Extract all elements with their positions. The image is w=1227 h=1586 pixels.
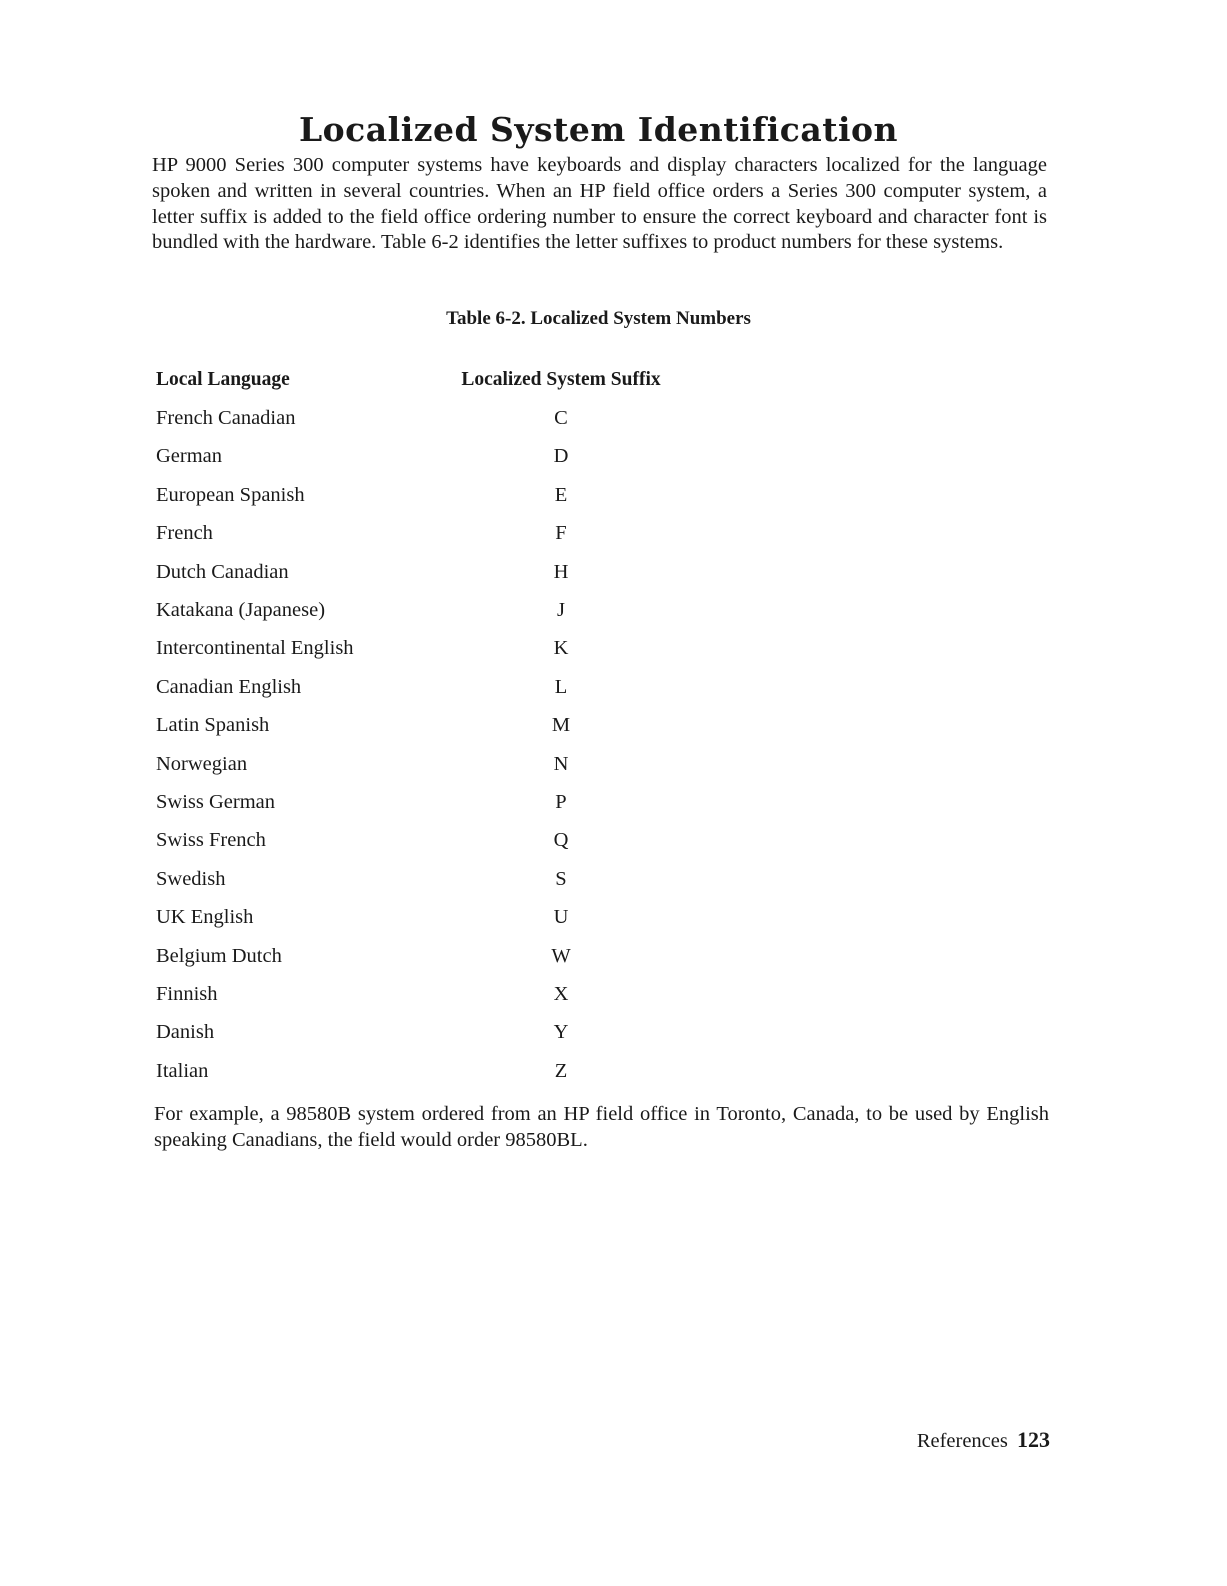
language-cell: French Canadian xyxy=(156,407,296,430)
table-row xyxy=(156,707,716,745)
table-row xyxy=(156,668,716,706)
header-suffix: Localized System Suffix xyxy=(461,369,661,391)
suffix-cell: Z xyxy=(554,1059,568,1082)
language-cell: German xyxy=(156,445,223,468)
language-cell: Katakana (Japanese) xyxy=(156,599,326,622)
language-cell: European Spanish xyxy=(156,483,305,506)
table-row xyxy=(156,860,716,898)
language-cell: Danish xyxy=(156,1021,215,1044)
language-cell: UK English xyxy=(156,906,254,929)
suffix-cell: X xyxy=(553,982,569,1005)
suffix-cell: Y xyxy=(553,1021,569,1044)
table-row xyxy=(156,975,716,1013)
suffix-cell: E xyxy=(554,483,568,506)
suffix-cell: D xyxy=(553,445,569,468)
suffix-cell: Q xyxy=(553,829,569,852)
language-cell: Finnish xyxy=(156,982,218,1005)
table-row xyxy=(156,898,716,936)
suffix-cell: H xyxy=(553,560,569,583)
language-cell: Dutch Canadian xyxy=(156,560,289,583)
page-footer xyxy=(917,1427,1050,1453)
table-row xyxy=(156,783,716,821)
table-row xyxy=(156,745,716,783)
language-cell: Swedish xyxy=(156,867,226,890)
table-row xyxy=(156,630,716,668)
suffix-cell: L xyxy=(554,675,568,698)
suffix-cell: S xyxy=(555,867,567,890)
language-cell: Italian xyxy=(156,1059,209,1082)
table-caption: Table 6-2. Localized System Numbers xyxy=(446,308,751,329)
page-title: Localized System Identification xyxy=(298,110,899,149)
table-row xyxy=(156,591,716,629)
language-cell: French xyxy=(156,522,213,545)
suffix-cell: K xyxy=(553,637,569,660)
language-cell: Norwegian xyxy=(156,752,248,775)
language-cell: Belgium Dutch xyxy=(156,944,282,967)
language-cell: Swiss German xyxy=(156,790,276,813)
language-cell: Intercontinental English xyxy=(156,637,354,660)
suffix-cell: F xyxy=(555,522,567,545)
suffix-cell: J xyxy=(557,599,565,622)
suffix-cell: C xyxy=(554,407,568,430)
table-row xyxy=(156,438,716,476)
table-row xyxy=(156,515,716,553)
table-row xyxy=(156,937,716,975)
suffix-cell: U xyxy=(553,906,569,929)
example-paragraph: For example, a 98580B system ordered from an HP field office in Toronto, Canada, to be used by English speaking Canadians, the field would order 98580BL. xyxy=(154,1103,1049,1151)
table-row xyxy=(156,1014,716,1052)
intro-paragraph: HP 9000 Series 300 computer systems have keyboards and display characters localized for the language spoken and written in several countries. When an HP field office orders a Series 300 computer system, a letter suffix is added to the field office ordering number to ensure the correct keyboard and character font is bundled with the hardware. Table 6-2 identifies the letter suffixes to product numbers for these systems. xyxy=(152,154,1047,254)
language-cell: Latin Spanish xyxy=(156,714,270,737)
header-local-language: Local Language xyxy=(156,369,290,391)
suffix-table xyxy=(156,361,716,1090)
language-cell: Swiss French xyxy=(156,829,266,852)
suffix-cell: W xyxy=(551,944,571,967)
suffix-cell: M xyxy=(551,714,571,737)
table-row xyxy=(156,1052,716,1090)
language-cell: Canadian English xyxy=(156,675,302,698)
table-row xyxy=(156,822,716,860)
table-row xyxy=(156,399,716,437)
footer-section: References xyxy=(916,1430,1008,1452)
suffix-cell: P xyxy=(555,790,567,813)
table-row xyxy=(156,476,716,514)
page-number: 123 xyxy=(1017,1427,1050,1452)
table-header xyxy=(156,361,716,399)
table-row xyxy=(156,553,716,591)
suffix-cell: N xyxy=(553,752,569,775)
